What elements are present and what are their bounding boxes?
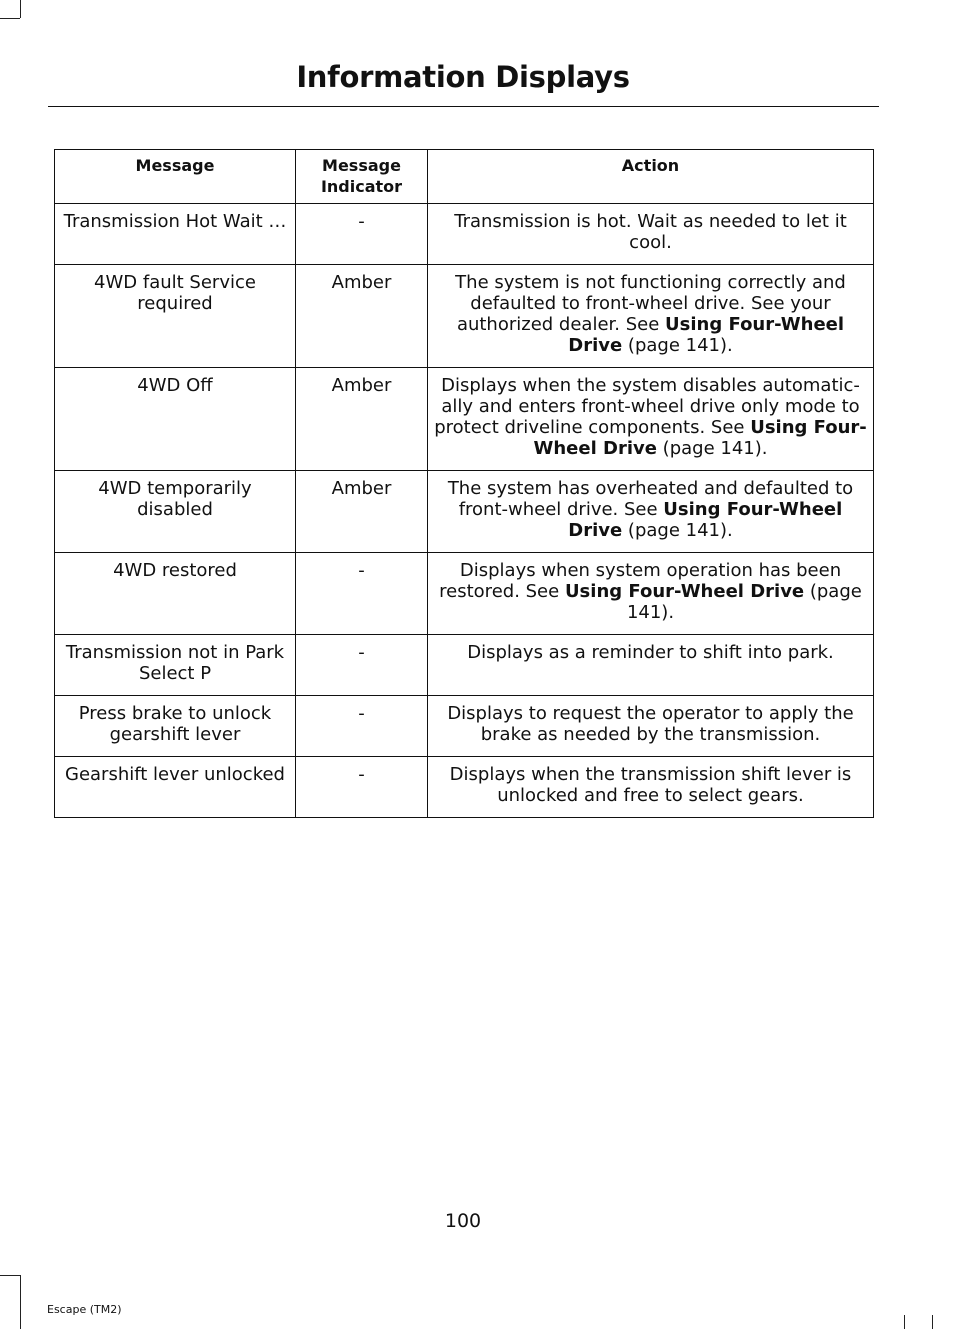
indicator-cell: Amber xyxy=(296,265,428,368)
action-text: The system has overheated and defaulted to front-wheel drive. See xyxy=(447,478,854,520)
table-row xyxy=(55,757,874,818)
indicator-cell: - xyxy=(296,553,428,635)
table-row xyxy=(55,696,874,757)
action-cell xyxy=(428,696,874,757)
crop-mark xyxy=(20,1275,21,1329)
action-text: Displays to request the operator to apply the brake as needed by the transmission. xyxy=(447,703,854,745)
crop-mark xyxy=(0,18,20,19)
message-cell: 4WD fault Service required xyxy=(55,265,296,368)
action-text: Displays as a reminder to shift into park. xyxy=(467,642,834,663)
message-cell: 4WD restored xyxy=(55,553,296,635)
table-row xyxy=(55,265,874,368)
title-divider xyxy=(48,106,879,107)
action-cell xyxy=(428,471,874,553)
indicator-cell: Amber xyxy=(296,368,428,471)
column-header-message: Message xyxy=(55,150,296,204)
message-cell: 4WD Off xyxy=(55,368,296,471)
action-cell xyxy=(428,265,874,368)
page-reference-link: Using Four-Wheel Drive xyxy=(564,581,805,602)
indicator-cell: - xyxy=(296,204,428,265)
action-text: (page 141). xyxy=(622,335,733,356)
message-cell: Transmission not in Park Select P xyxy=(55,635,296,696)
table-row xyxy=(55,635,874,696)
action-cell xyxy=(428,553,874,635)
crop-mark xyxy=(20,0,21,18)
indicator-cell: - xyxy=(296,635,428,696)
action-text: Displays when the system disables automatic-ally and enters front-wheel drive only mode to protect driveline components. See xyxy=(434,375,860,438)
message-cell: 4WD temporarily disabled xyxy=(55,471,296,553)
action-text: (page 141). xyxy=(626,581,862,623)
table-body xyxy=(55,204,874,818)
page-reference-link: Using Four-Wheel Drive xyxy=(533,417,867,459)
table-row xyxy=(55,368,874,471)
table-header-row xyxy=(55,150,874,204)
action-text: (page 141). xyxy=(622,520,733,541)
action-text: Displays when the transmission shift lever is unlocked and free to select gears. xyxy=(449,764,852,806)
action-text: Displays when system operation has been restored. See xyxy=(439,560,842,602)
message-cell: Transmission Hot Wait … xyxy=(55,204,296,265)
message-cell: Press brake to unlock gearshift lever xyxy=(55,696,296,757)
action-cell xyxy=(428,635,874,696)
page-number: 100 xyxy=(444,1210,482,1232)
message-cell: Gearshift lever unlocked xyxy=(55,757,296,818)
action-text: Transmission is hot. Wait as needed to let it cool. xyxy=(454,211,847,253)
page-reference-link: Using Four-Wheel Drive xyxy=(568,314,845,356)
indicator-cell: - xyxy=(296,696,428,757)
crop-mark xyxy=(932,1315,933,1329)
indicator-cell: Amber xyxy=(296,471,428,553)
table-row xyxy=(55,553,874,635)
messages-table xyxy=(54,149,874,818)
action-cell xyxy=(428,204,874,265)
table-row xyxy=(55,204,874,265)
action-text: The system is not functioning correctly and defaulted to front-wheel drive. See your authorized dealer. See xyxy=(455,272,846,335)
indicator-cell: - xyxy=(296,757,428,818)
action-cell xyxy=(428,368,874,471)
column-header-indicator: Message Indicator xyxy=(296,150,428,204)
crop-mark xyxy=(0,1275,20,1276)
crop-mark xyxy=(904,1315,905,1329)
table-row xyxy=(55,471,874,553)
column-header-action: Action xyxy=(428,150,874,204)
page-reference-link: Using Four-Wheel Drive xyxy=(568,499,843,541)
action-text: (page 141). xyxy=(656,438,768,459)
footer-model-label: Escape (TM2) xyxy=(47,1303,122,1316)
page-title: Information Displays xyxy=(296,60,630,94)
action-cell xyxy=(428,757,874,818)
